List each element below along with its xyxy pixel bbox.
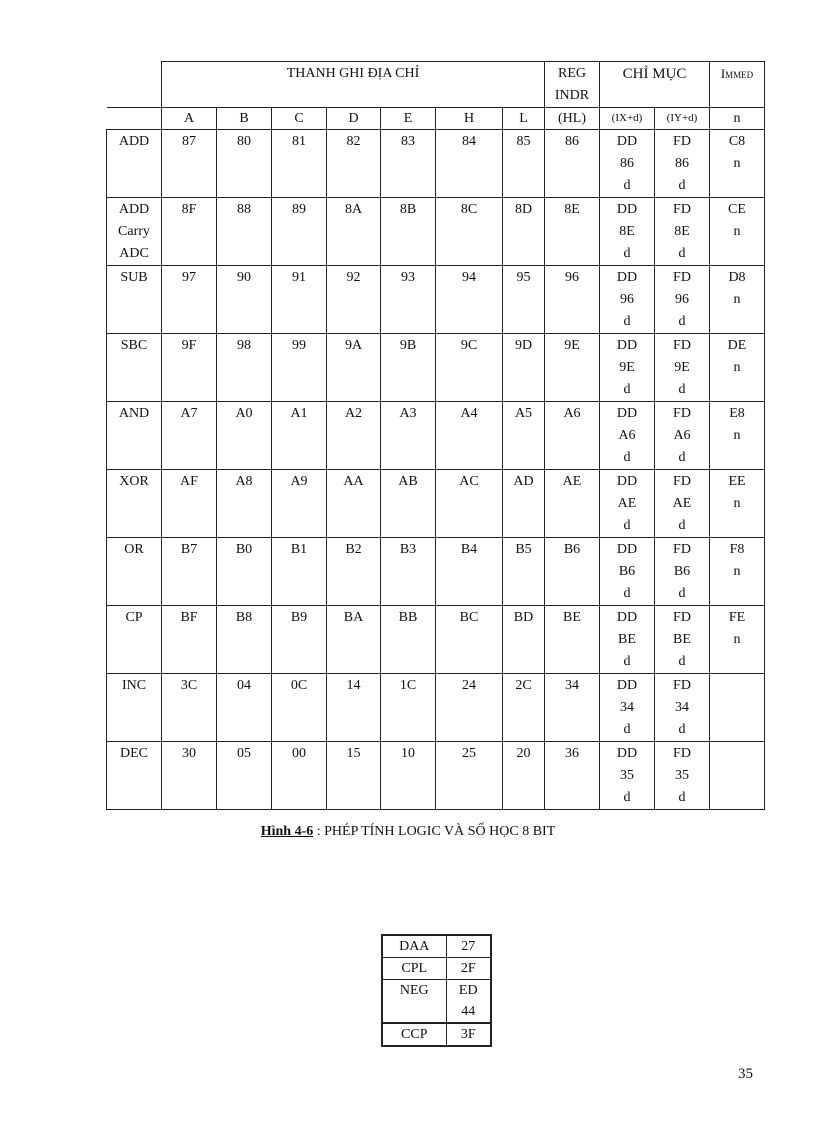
immed-opcode-cell [710, 266, 765, 334]
immed-opcode-cell-line: C8 [728, 134, 746, 149]
reg-opcode-cell: 9D [503, 334, 545, 402]
table-row [107, 674, 765, 742]
reg-opcode-cell: A4 [436, 402, 503, 470]
ix-opcode-cell [600, 538, 655, 606]
op-cell [107, 402, 162, 470]
op-cell-line: ADD [118, 202, 150, 217]
immed-opcode-cell [710, 334, 765, 402]
iy-opcode-cell-line: 9E [674, 360, 690, 375]
misc-code-cell-line: 3F [460, 1027, 476, 1042]
iy-opcode-cell-line: FD [673, 202, 691, 217]
ix-opcode-cell-line: d [623, 450, 631, 465]
op-cell-line: SUB [120, 270, 148, 285]
immed-opcode-cell-line: n [733, 428, 741, 443]
reg-opcode-cell: B5 [503, 538, 545, 606]
iy-opcode-cell [655, 266, 710, 334]
hl-opcode-cell: A6 [545, 402, 600, 470]
reg-opcode-cell: B3 [381, 538, 436, 606]
hl-opcode-cell: 36 [545, 742, 600, 810]
reg-opcode-cell: B7 [162, 538, 217, 606]
iy-opcode-cell-line: 35 [675, 768, 689, 783]
header-immed [710, 62, 765, 108]
reg-opcode-cell: 80 [217, 130, 272, 198]
ix-opcode-cell-line: DD [616, 406, 638, 421]
reg-opcode-cell: A5 [503, 402, 545, 470]
op-cell [107, 130, 162, 198]
reg-opcode-cell: B9 [272, 606, 327, 674]
iy-opcode-cell-line: 96 [675, 292, 689, 307]
hl-opcode-cell: 86 [545, 130, 600, 198]
iy-opcode-cell-line: FD [673, 746, 691, 761]
ix-opcode-cell [600, 198, 655, 266]
hl-opcode-cell: BE [545, 606, 600, 674]
immed-opcode-cell-line: FE [728, 610, 746, 625]
reg-opcode-cell: 94 [436, 266, 503, 334]
iy-opcode-cell [655, 402, 710, 470]
reg-opcode-cell: 8D [503, 198, 545, 266]
iy-opcode-cell-line: FD [673, 610, 691, 625]
header-reg-indr-line1: REG [558, 66, 586, 81]
immed-opcode-cell-line: n [733, 564, 741, 579]
iy-opcode-cell-line: d [678, 790, 686, 805]
reg-opcode-cell: 14 [327, 674, 381, 742]
reg-opcode-cell: A3 [381, 402, 436, 470]
iy-opcode-cell-line: FD [673, 542, 691, 557]
ix-opcode-cell-line: DD [616, 338, 638, 353]
ix-opcode-cell-line: DD [616, 270, 638, 285]
ix-opcode-cell-line: BE [618, 632, 636, 647]
immed-opcode-cell [710, 674, 765, 742]
column-header: n [710, 108, 765, 130]
column-header: (IX+d) [600, 108, 655, 130]
reg-opcode-cell: 15 [327, 742, 381, 810]
header-row-groups [107, 62, 765, 108]
column-header: D [327, 108, 381, 130]
misc-op-cell: CPL [382, 958, 446, 980]
immed-opcode-cell [710, 470, 765, 538]
ix-opcode-cell-line: d [623, 790, 631, 805]
column-header: (HL) [545, 108, 600, 130]
reg-opcode-cell: 90 [217, 266, 272, 334]
op-cell-line: CP [125, 610, 143, 625]
op-cell-line: ADC [119, 246, 149, 261]
ix-opcode-cell-line: 35 [620, 768, 634, 783]
reg-opcode-cell: 84 [436, 130, 503, 198]
reg-opcode-cell: 91 [272, 266, 327, 334]
ix-opcode-cell-line: DD [616, 474, 638, 489]
ix-opcode-cell-line: DD [616, 610, 638, 625]
immed-opcode-cell-line: n [733, 156, 741, 171]
reg-opcode-cell: AC [436, 470, 503, 538]
reg-opcode-cell: A1 [272, 402, 327, 470]
iy-opcode-cell-line: 8E [674, 224, 690, 239]
iy-opcode-cell-line: FD [673, 474, 691, 489]
misc-op-cell: CCP [382, 1023, 446, 1046]
iy-opcode-cell-line: d [678, 722, 686, 737]
iy-opcode-cell-line: 34 [675, 700, 689, 715]
reg-opcode-cell: B2 [327, 538, 381, 606]
opcode-table [106, 61, 765, 810]
ix-opcode-cell-line: DD [616, 134, 638, 149]
immed-opcode-cell [710, 538, 765, 606]
reg-opcode-cell: BC [436, 606, 503, 674]
table-row [107, 742, 765, 810]
op-cell-line: SBC [120, 338, 148, 353]
reg-opcode-cell: AF [162, 470, 217, 538]
misc-table-body [382, 935, 491, 1046]
ix-opcode-cell [600, 606, 655, 674]
immed-opcode-cell-line: EE [728, 474, 746, 489]
ix-opcode-cell-line: 86 [620, 156, 634, 171]
reg-opcode-cell: 05 [217, 742, 272, 810]
iy-opcode-cell-line: BE [673, 632, 691, 647]
iy-opcode-cell-line: d [678, 246, 686, 261]
iy-opcode-cell [655, 538, 710, 606]
reg-opcode-cell: 24 [436, 674, 503, 742]
misc-table-row [382, 958, 491, 980]
reg-opcode-cell: 8F [162, 198, 217, 266]
table-row [107, 266, 765, 334]
reg-opcode-cell: 98 [217, 334, 272, 402]
ix-opcode-cell-line: A6 [618, 428, 636, 443]
reg-opcode-cell: 88 [217, 198, 272, 266]
ix-opcode-cell [600, 266, 655, 334]
table-row [107, 606, 765, 674]
reg-opcode-cell: B0 [217, 538, 272, 606]
iy-opcode-cell [655, 198, 710, 266]
reg-opcode-cell: 8B [381, 198, 436, 266]
reg-opcode-cell: A9 [272, 470, 327, 538]
misc-code-cell-line: ED [458, 983, 478, 998]
reg-opcode-cell: A7 [162, 402, 217, 470]
reg-opcode-cell: 9C [436, 334, 503, 402]
hl-opcode-cell: 96 [545, 266, 600, 334]
immed-opcode-cell-line: n [733, 496, 741, 511]
ix-opcode-cell-line: d [623, 654, 631, 669]
iy-opcode-cell-line: FD [673, 270, 691, 285]
hl-opcode-cell: 34 [545, 674, 600, 742]
misc-code-cell [446, 1023, 491, 1046]
iy-opcode-cell-line: d [678, 382, 686, 397]
reg-opcode-cell: 87 [162, 130, 217, 198]
reg-opcode-cell: BD [503, 606, 545, 674]
reg-opcode-cell: 99 [272, 334, 327, 402]
header-immed-first: I [720, 66, 726, 81]
reg-opcode-cell: 3C [162, 674, 217, 742]
op-cell-line: Carry [118, 224, 150, 239]
immed-opcode-cell [710, 402, 765, 470]
ix-opcode-cell-line: d [623, 246, 631, 261]
hl-opcode-cell: B6 [545, 538, 600, 606]
ix-opcode-cell-line: 96 [620, 292, 634, 307]
reg-opcode-cell: BA [327, 606, 381, 674]
misc-opcode-table [381, 934, 492, 1047]
iy-opcode-cell-line: d [678, 314, 686, 329]
immed-opcode-cell-line: n [733, 292, 741, 307]
reg-opcode-cell: AB [381, 470, 436, 538]
reg-opcode-cell: A8 [217, 470, 272, 538]
reg-opcode-cell: AA [327, 470, 381, 538]
iy-opcode-cell-line: A6 [673, 428, 691, 443]
column-header: C [272, 108, 327, 130]
iy-opcode-cell-line: d [678, 586, 686, 601]
ix-opcode-cell [600, 470, 655, 538]
iy-opcode-cell [655, 606, 710, 674]
reg-opcode-cell: BB [381, 606, 436, 674]
reg-opcode-cell: 93 [381, 266, 436, 334]
op-cell [107, 742, 162, 810]
reg-opcode-cell: 85 [503, 130, 545, 198]
column-header: E [381, 108, 436, 130]
reg-opcode-cell: 8C [436, 198, 503, 266]
immed-opcode-cell-line: DE [727, 338, 747, 353]
iy-opcode-cell-line: FD [673, 678, 691, 693]
ix-opcode-cell-line: d [623, 178, 631, 193]
op-cell-line: XOR [119, 474, 149, 489]
reg-opcode-cell: 81 [272, 130, 327, 198]
table-row [107, 130, 765, 198]
header-reg-indr [545, 62, 600, 108]
reg-opcode-cell: 25 [436, 742, 503, 810]
hl-opcode-cell: 8E [545, 198, 600, 266]
reg-opcode-cell: 8A [327, 198, 381, 266]
reg-opcode-cell: 97 [162, 266, 217, 334]
table-row [107, 334, 765, 402]
misc-op-cell: DAA [382, 935, 446, 958]
op-cell [107, 538, 162, 606]
header-blank-cell [107, 108, 162, 130]
reg-opcode-cell: A0 [217, 402, 272, 470]
misc-code-cell [446, 980, 491, 1024]
reg-opcode-cell: 04 [217, 674, 272, 742]
column-header: H [436, 108, 503, 130]
figure-caption [0, 824, 816, 840]
misc-code-cell-line: 44 [461, 1004, 476, 1019]
hl-opcode-cell: 9E [545, 334, 600, 402]
op-cell [107, 198, 162, 266]
iy-opcode-cell-line: AE [672, 496, 692, 511]
iy-opcode-cell-line: B6 [673, 564, 691, 579]
ix-opcode-cell [600, 402, 655, 470]
op-cell [107, 266, 162, 334]
ix-opcode-cell [600, 130, 655, 198]
table-row [107, 538, 765, 606]
iy-opcode-cell [655, 470, 710, 538]
header-registers: THANH GHI ĐỊA CHỈ [162, 62, 545, 108]
misc-code-cell [446, 935, 491, 958]
misc-table-row [382, 935, 491, 958]
header-blank-cell [107, 62, 162, 108]
iy-opcode-cell-line: d [678, 654, 686, 669]
reg-opcode-cell: 10 [381, 742, 436, 810]
misc-code-cell-line: 2F [460, 961, 476, 976]
table-row [107, 470, 765, 538]
iy-opcode-cell-line: d [678, 518, 686, 533]
table-body [107, 130, 765, 810]
column-header: A [162, 108, 217, 130]
page-number: 35 [738, 1066, 753, 1082]
reg-opcode-cell: B1 [272, 538, 327, 606]
immed-opcode-cell-line: n [733, 224, 741, 239]
iy-opcode-cell-line: FD [673, 338, 691, 353]
caption-label: Hình 4-6 [260, 824, 314, 839]
reg-opcode-cell: 20 [503, 742, 545, 810]
reg-opcode-cell: 9F [162, 334, 217, 402]
ix-opcode-cell-line: DD [616, 678, 638, 693]
op-cell-line: DEC [120, 746, 148, 761]
ix-opcode-cell-line: d [623, 314, 631, 329]
immed-opcode-cell [710, 130, 765, 198]
ix-opcode-cell [600, 674, 655, 742]
header-reg-indr-line2: INDR [554, 88, 590, 103]
ix-opcode-cell-line: B6 [618, 564, 636, 579]
reg-opcode-cell: B4 [436, 538, 503, 606]
reg-opcode-cell: 2C [503, 674, 545, 742]
immed-opcode-cell-line: E8 [729, 406, 745, 421]
column-header: (IY+d) [655, 108, 710, 130]
reg-opcode-cell: B8 [217, 606, 272, 674]
ix-opcode-cell-line: DD [616, 202, 638, 217]
ix-opcode-cell-line: d [623, 518, 631, 533]
reg-opcode-cell: BF [162, 606, 217, 674]
ix-opcode-cell-line: 8E [619, 224, 635, 239]
reg-opcode-cell: 83 [381, 130, 436, 198]
op-cell-line: AND [118, 406, 150, 421]
immed-opcode-cell-line: CE [728, 202, 746, 217]
table-row [107, 402, 765, 470]
iy-opcode-cell [655, 334, 710, 402]
caption-text: : PHÉP TÍNH LOGIC VÀ SỐ HỌC 8 BIT [313, 824, 556, 839]
column-header: B [217, 108, 272, 130]
immed-opcode-cell-line: n [733, 360, 741, 375]
immed-opcode-cell-line: n [733, 632, 741, 647]
misc-op-cell: NEG [382, 980, 446, 1024]
immed-opcode-cell [710, 606, 765, 674]
op-cell [107, 470, 162, 538]
immed-opcode-cell [710, 198, 765, 266]
immed-opcode-cell-line: D8 [728, 270, 746, 285]
iy-opcode-cell-line: FD [673, 406, 691, 421]
ix-opcode-cell-line: DD [616, 746, 638, 761]
header-index: CHỈ MỤC [600, 62, 710, 108]
iy-opcode-cell-line: FD [673, 134, 691, 149]
op-cell [107, 334, 162, 402]
ix-opcode-cell [600, 334, 655, 402]
immed-opcode-cell [710, 742, 765, 810]
ix-opcode-cell-line: 9E [619, 360, 635, 375]
iy-opcode-cell-line: 86 [675, 156, 689, 171]
reg-opcode-cell: 1C [381, 674, 436, 742]
iy-opcode-cell [655, 742, 710, 810]
ix-opcode-cell-line: AE [617, 496, 637, 511]
reg-opcode-cell: 95 [503, 266, 545, 334]
iy-opcode-cell [655, 130, 710, 198]
ix-opcode-cell-line: DD [616, 542, 638, 557]
op-cell [107, 606, 162, 674]
ix-opcode-cell-line: d [623, 586, 631, 601]
table-row [107, 198, 765, 266]
header-row-columns [107, 108, 765, 130]
ix-opcode-cell-line: d [623, 382, 631, 397]
header-immed-rest: MMED [725, 70, 754, 80]
iy-opcode-cell-line: d [678, 450, 686, 465]
reg-opcode-cell: 9B [381, 334, 436, 402]
op-cell-line: ADD [118, 134, 150, 149]
ix-opcode-cell [600, 742, 655, 810]
op-cell-line: INC [121, 678, 147, 693]
reg-opcode-cell: AD [503, 470, 545, 538]
op-cell-line: OR [124, 542, 144, 557]
reg-opcode-cell: 0C [272, 674, 327, 742]
column-header: L [503, 108, 545, 130]
op-cell [107, 674, 162, 742]
misc-code-cell [446, 958, 491, 980]
reg-opcode-cell: 89 [272, 198, 327, 266]
reg-opcode-cell: 9A [327, 334, 381, 402]
reg-opcode-cell: 30 [162, 742, 217, 810]
immed-opcode-cell-line: F8 [729, 542, 745, 557]
iy-opcode-cell [655, 674, 710, 742]
ix-opcode-cell-line: d [623, 722, 631, 737]
reg-opcode-cell: 92 [327, 266, 381, 334]
reg-opcode-cell: 82 [327, 130, 381, 198]
misc-table-row [382, 1023, 491, 1046]
hl-opcode-cell: AE [545, 470, 600, 538]
reg-opcode-cell: A2 [327, 402, 381, 470]
misc-code-cell-line: 27 [461, 939, 476, 954]
reg-opcode-cell: 00 [272, 742, 327, 810]
iy-opcode-cell-line: d [678, 178, 686, 193]
misc-table-row [382, 980, 491, 1024]
ix-opcode-cell-line: 34 [620, 700, 634, 715]
